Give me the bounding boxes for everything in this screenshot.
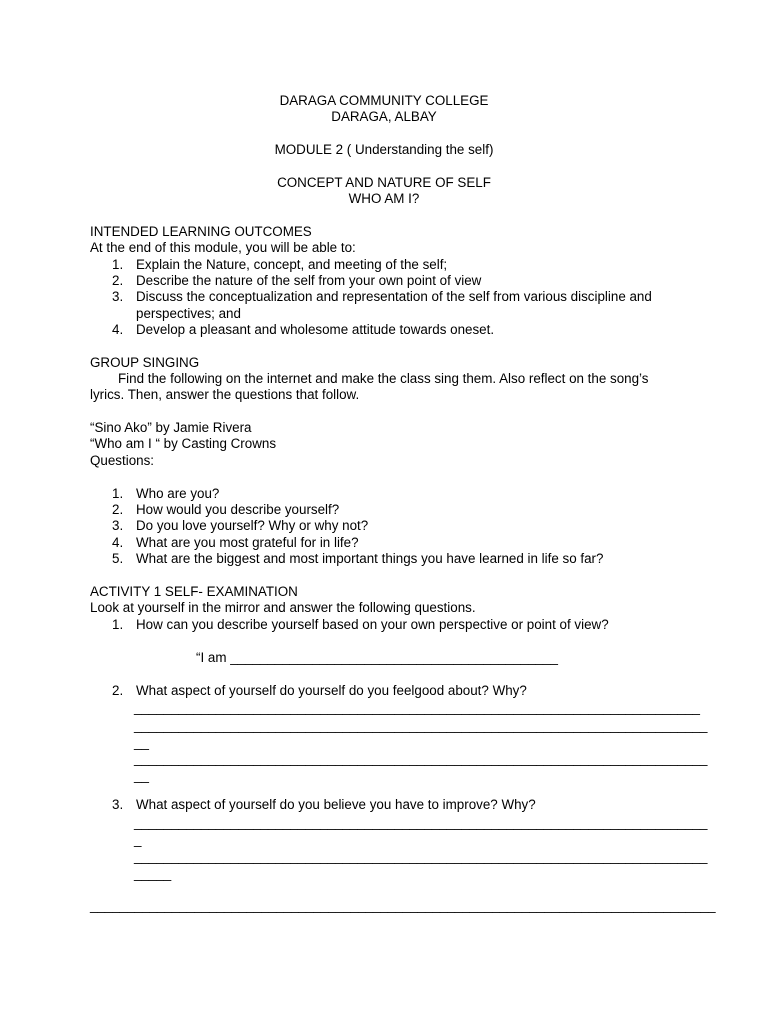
- list-number: 5.: [112, 551, 124, 566]
- college-name: DARAGA COMMUNITY COLLEGE: [279, 93, 489, 108]
- activity-heading: ACTIVITY 1 SELF- EXAMINATION: [90, 584, 298, 599]
- list-number: 3.: [112, 797, 124, 812]
- list-number: 2.: [112, 502, 124, 517]
- list-text: Discuss the conceptualization and representation of the self from various discipline and: [136, 289, 652, 304]
- song-title: “Sino Ako” by Jamie Rivera: [90, 420, 252, 435]
- answer-line: _____________________________________________________________________________: [134, 815, 708, 830]
- i-am-answer-line: “I am ____________________________________________: [196, 650, 558, 665]
- list-text: Do you love yourself? Why or why not?: [136, 518, 369, 533]
- list-text: What aspect of yourself do you believe you have to improve? Why?: [136, 797, 536, 812]
- list-number: 4.: [112, 322, 124, 337]
- list-number: 1.: [112, 486, 124, 501]
- module-title: MODULE 2 ( Understanding the self): [274, 142, 494, 157]
- list-number: 1.: [112, 257, 124, 272]
- list-text: Describe the nature of the self from your own point of view: [136, 273, 482, 288]
- final-answer-line: ____________________________________________________________________________________: [90, 898, 716, 913]
- list-text: How can you describe yourself based on your own perspective or point of view?: [136, 617, 609, 632]
- answer-line: _____: [134, 866, 172, 881]
- answer-line: _____________________________________________________________________________: [134, 718, 708, 733]
- topic-question: WHO AM I?: [348, 191, 420, 206]
- singing-paragraph-line: lyrics. Then, answer the questions that follow.: [90, 387, 360, 402]
- list-text: Who are you?: [136, 486, 220, 501]
- answer-line: __: [134, 768, 149, 783]
- list-text: Develop a pleasant and wholesome attitude towards oneset.: [136, 322, 495, 337]
- singing-paragraph-line: Find the following on the internet and make the class sing them. Also reflect on the song’s: [118, 371, 649, 386]
- answer-line: __: [134, 735, 149, 750]
- answer-line: _____________________________________________________________________________: [134, 751, 708, 766]
- list-text: What are you most grateful for in life?: [136, 535, 359, 550]
- list-text-continuation: perspectives; and: [136, 306, 241, 321]
- answer-line: ____________________________________________________________________________: [134, 700, 700, 715]
- list-text: Explain the Nature, concept, and meeting of the self;: [136, 257, 448, 272]
- list-number: 1.: [112, 617, 124, 632]
- list-number: 3.: [112, 518, 124, 533]
- answer-line: _____________________________________________________________________________: [134, 849, 708, 864]
- outcomes-intro: At the end of this module, you will be able to:: [90, 240, 356, 255]
- list-text: What are the biggest and most important things you have learned in life so far?: [136, 551, 604, 566]
- singing-heading: GROUP SINGING: [90, 355, 200, 370]
- questions-label: Questions:: [90, 453, 155, 468]
- list-number: 4.: [112, 535, 124, 550]
- list-text: How would you describe yourself?: [136, 502, 340, 517]
- activity-intro: Look at yourself in the mirror and answer the following questions.: [90, 600, 476, 615]
- list-number: 2.: [112, 273, 124, 288]
- college-location: DARAGA, ALBAY: [331, 109, 437, 124]
- list-number: 3.: [112, 289, 124, 304]
- topic-title: CONCEPT AND NATURE OF SELF: [277, 175, 491, 190]
- song-title: “Who am I “ by Casting Crowns: [90, 436, 277, 451]
- answer-line: _: [134, 832, 142, 847]
- list-number: 2.: [112, 683, 124, 698]
- outcomes-heading: INTENDED LEARNING OUTCOMES: [90, 224, 312, 239]
- list-text: What aspect of yourself do yourself do you feelgood about? Why?: [136, 683, 527, 698]
